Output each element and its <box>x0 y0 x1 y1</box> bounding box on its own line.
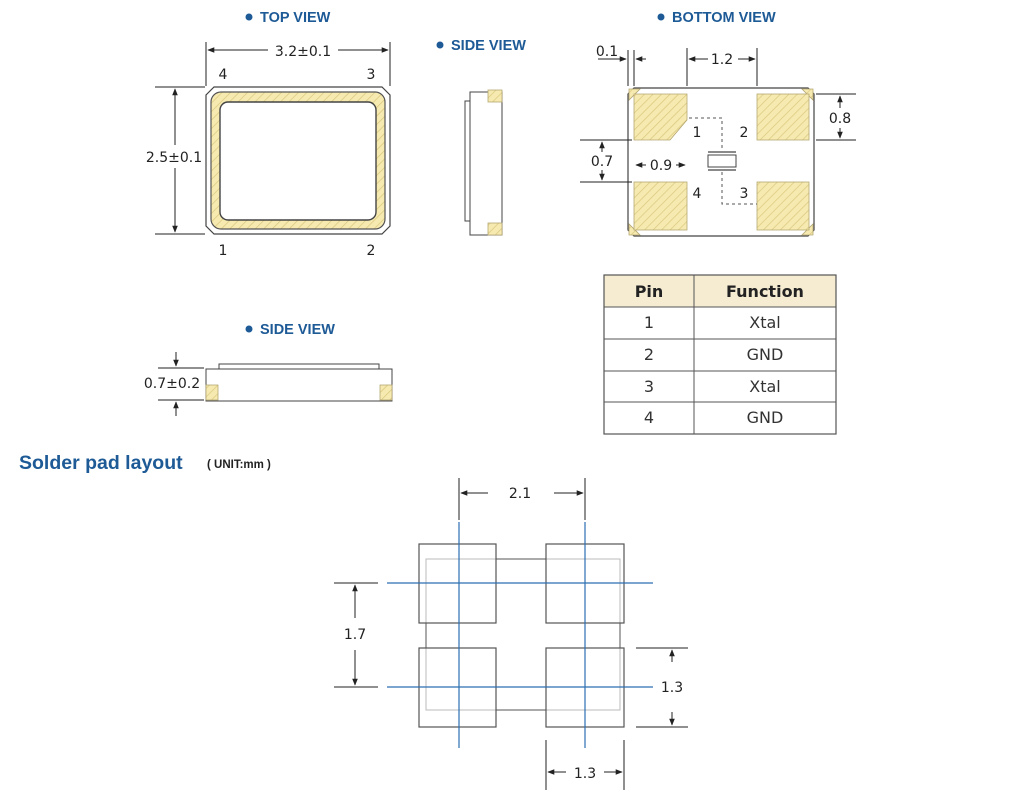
top-pin-1: 1 <box>218 243 228 259</box>
side-view-horizontal <box>144 352 392 416</box>
bottom-pin-4: 4 <box>692 186 702 202</box>
bottom-pitch-x-dim: 1.2 <box>710 52 734 68</box>
top-view-heading <box>246 10 331 26</box>
side-view-lower-heading <box>246 322 336 338</box>
bottom-pad-3 <box>757 182 809 230</box>
top-height-dim: 2.5±0.1 <box>145 150 203 166</box>
bottom-view-heading <box>658 10 776 26</box>
unit-label: ( UNIT:mm ) <box>207 459 271 471</box>
top-pin-2: 2 <box>366 243 376 259</box>
bottom-view <box>580 44 856 236</box>
table-cell: Xtal <box>749 377 781 396</box>
bottom-pad-2 <box>757 94 809 140</box>
side-view-vertical <box>465 90 502 235</box>
pin-function-table <box>604 275 836 434</box>
top-pin-3: 3 <box>366 67 376 83</box>
table-cell: 2 <box>643 345 655 364</box>
top-width-dim: 3.2±0.1 <box>274 44 332 60</box>
svg-text:SIDE VIEW: SIDE VIEW <box>260 322 335 338</box>
table-cell: GND <box>746 345 784 364</box>
bottom-pin-1: 1 <box>692 125 702 141</box>
bottom-pin-3: 3 <box>739 186 749 202</box>
table-cell: 1 <box>643 313 655 332</box>
bottom-gap-x-dim: 0.9 <box>649 158 673 174</box>
solder-pad-h-dim: 1.3 <box>660 680 684 696</box>
table-cell: Xtal <box>749 313 781 332</box>
side-height-dim: 0.7±0.2 <box>143 376 201 392</box>
solder-pad-title: Solder pad layout <box>19 452 183 474</box>
bottom-pin-2: 2 <box>739 125 749 141</box>
solder-pad-layout <box>334 478 688 790</box>
svg-text:TOP VIEW: TOP VIEW <box>260 10 331 26</box>
table-header-function: Function <box>726 282 804 301</box>
table-cell: 4 <box>643 408 655 427</box>
solder-pad-w-dim: 1.3 <box>573 766 597 782</box>
bottom-pad-4 <box>634 182 687 230</box>
side-view-heading <box>437 38 527 54</box>
solder-pitch-y-dim: 1.7 <box>343 627 367 643</box>
top-view <box>146 42 390 259</box>
svg-text:SIDE VIEW: SIDE VIEW <box>451 38 526 54</box>
svg-text:BOTTOM VIEW: BOTTOM VIEW <box>672 10 776 26</box>
top-pin-4: 4 <box>218 67 228 83</box>
bottom-pad-h-dim: 0.8 <box>828 111 852 127</box>
solder-pitch-x-dim: 2.1 <box>508 486 532 502</box>
table-cell: 3 <box>643 377 655 396</box>
table-header-pin: Pin <box>634 282 664 301</box>
bottom-edge-dim: 0.1 <box>595 44 619 60</box>
bottom-gap-y-dim: 0.7 <box>590 154 614 170</box>
table-cell: GND <box>746 408 784 427</box>
